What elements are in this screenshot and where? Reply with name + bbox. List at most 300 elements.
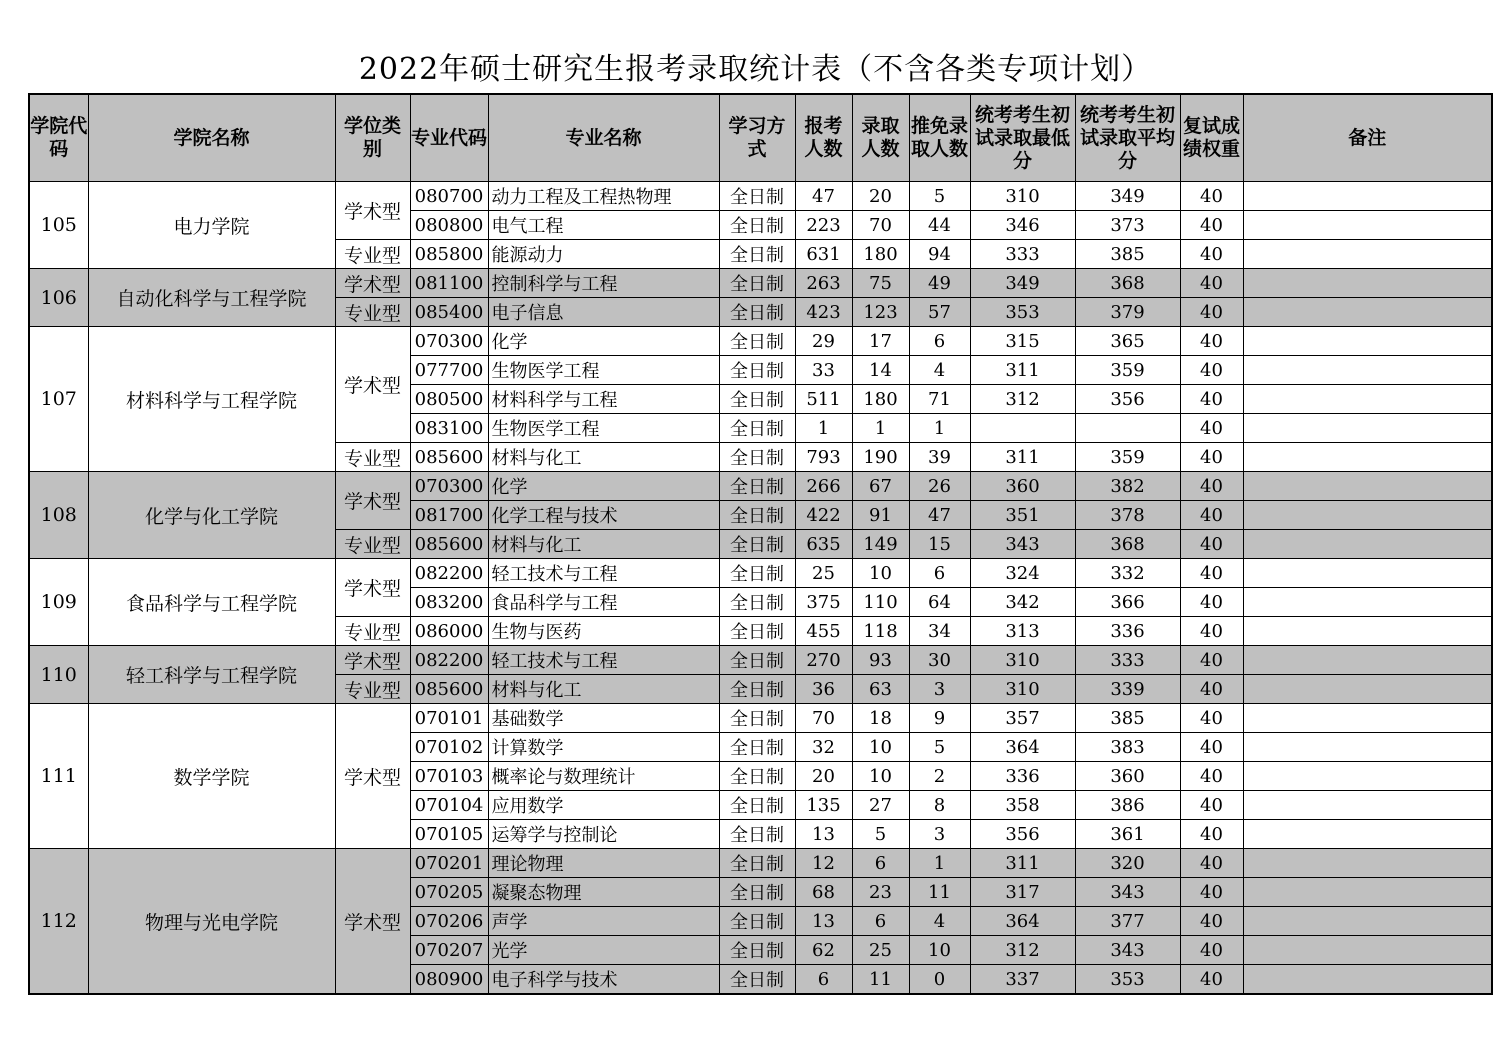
min-score-cell: 333: [970, 240, 1075, 269]
remark-cell: [1243, 211, 1492, 240]
applicants-cell: 263: [795, 269, 852, 298]
remark-cell: [1243, 356, 1492, 385]
remark-cell: [1243, 530, 1492, 559]
avg-score-cell: 386: [1075, 791, 1180, 820]
admitted-cell: 180: [852, 385, 909, 414]
header-study-mode: 学习方式: [719, 94, 795, 182]
min-score-cell: 342: [970, 588, 1075, 617]
college-code-cell: 105: [29, 182, 88, 269]
major-name-cell: 生物与医药: [488, 617, 719, 646]
admitted-cell: 91: [852, 501, 909, 530]
retest-weight-cell: 40: [1180, 182, 1243, 211]
major-code-cell: 080700: [410, 182, 488, 211]
major-code-cell: 083100: [410, 414, 488, 443]
avg-score-cell: 333: [1075, 646, 1180, 675]
applicants-cell: 455: [795, 617, 852, 646]
study-mode-cell: 全日制: [719, 211, 795, 240]
applicants-cell: 6: [795, 965, 852, 995]
major-name-cell: 食品科学与工程: [488, 588, 719, 617]
remark-cell: [1243, 849, 1492, 878]
retest-weight-cell: 40: [1180, 443, 1243, 472]
min-score-cell: 312: [970, 936, 1075, 965]
applicants-cell: 25: [795, 559, 852, 588]
major-name-cell: 材料与化工: [488, 530, 719, 559]
major-code-cell: 070105: [410, 820, 488, 849]
header-college-name: 学院名称: [88, 94, 335, 182]
header-admitted: 录取人数: [852, 94, 909, 182]
header-recommended: 推免录取人数: [909, 94, 970, 182]
retest-weight-cell: 40: [1180, 849, 1243, 878]
study-mode-cell: 全日制: [719, 878, 795, 907]
avg-score-cell: 368: [1075, 530, 1180, 559]
retest-weight-cell: 40: [1180, 907, 1243, 936]
major-name-cell: 控制科学与工程: [488, 269, 719, 298]
remark-cell: [1243, 327, 1492, 356]
major-name-cell: 动力工程及工程热物理: [488, 182, 719, 211]
recommended-cell: 8: [909, 791, 970, 820]
study-mode-cell: 全日制: [719, 240, 795, 269]
admitted-cell: 25: [852, 936, 909, 965]
avg-score-cell: 378: [1075, 501, 1180, 530]
remark-cell: [1243, 733, 1492, 762]
retest-weight-cell: 40: [1180, 762, 1243, 791]
major-code-cell: 085600: [410, 443, 488, 472]
min-score-cell: 349: [970, 269, 1075, 298]
study-mode-cell: 全日制: [719, 617, 795, 646]
recommended-cell: 10: [909, 936, 970, 965]
applicants-cell: 423: [795, 298, 852, 327]
applicants-cell: 47: [795, 182, 852, 211]
admitted-cell: 5: [852, 820, 909, 849]
study-mode-cell: 全日制: [719, 530, 795, 559]
remark-cell: [1243, 675, 1492, 704]
min-score-cell: 351: [970, 501, 1075, 530]
major-name-cell: 光学: [488, 936, 719, 965]
applicants-cell: 32: [795, 733, 852, 762]
college-code-cell: 106: [29, 269, 88, 327]
major-name-cell: 运筹学与控制论: [488, 820, 719, 849]
recommended-cell: 5: [909, 733, 970, 762]
applicants-cell: 70: [795, 704, 852, 733]
degree-type-cell: 学术型: [335, 849, 410, 995]
admitted-cell: 123: [852, 298, 909, 327]
major-code-cell: 085600: [410, 530, 488, 559]
remark-cell: [1243, 182, 1492, 211]
retest-weight-cell: 40: [1180, 588, 1243, 617]
major-name-cell: 理论物理: [488, 849, 719, 878]
remark-cell: [1243, 588, 1492, 617]
applicants-cell: 1: [795, 414, 852, 443]
study-mode-cell: 全日制: [719, 646, 795, 675]
major-name-cell: 电子信息: [488, 298, 719, 327]
recommended-cell: 11: [909, 878, 970, 907]
avg-score-cell: 383: [1075, 733, 1180, 762]
study-mode-cell: 全日制: [719, 298, 795, 327]
college-code-cell: 107: [29, 327, 88, 472]
applicants-cell: 68: [795, 878, 852, 907]
retest-weight-cell: 40: [1180, 675, 1243, 704]
major-name-cell: 化学工程与技术: [488, 501, 719, 530]
recommended-cell: 64: [909, 588, 970, 617]
remark-cell: [1243, 907, 1492, 936]
recommended-cell: 39: [909, 443, 970, 472]
retest-weight-cell: 40: [1180, 356, 1243, 385]
major-code-cell: 070300: [410, 472, 488, 501]
admitted-cell: 118: [852, 617, 909, 646]
degree-type-cell: 学术型: [335, 559, 410, 617]
admitted-cell: 17: [852, 327, 909, 356]
remark-cell: [1243, 414, 1492, 443]
college-name-cell: 轻工科学与工程学院: [88, 646, 335, 704]
study-mode-cell: 全日制: [719, 936, 795, 965]
admitted-cell: 63: [852, 675, 909, 704]
avg-score-cell: 385: [1075, 704, 1180, 733]
retest-weight-cell: 40: [1180, 617, 1243, 646]
avg-score-cell: 368: [1075, 269, 1180, 298]
min-score-cell: 360: [970, 472, 1075, 501]
admitted-cell: 110: [852, 588, 909, 617]
college-name-cell: 化学与化工学院: [88, 472, 335, 559]
retest-weight-cell: 40: [1180, 965, 1243, 995]
college-code-cell: 112: [29, 849, 88, 995]
retest-weight-cell: 40: [1180, 791, 1243, 820]
major-code-cell: 070104: [410, 791, 488, 820]
major-code-cell: 070102: [410, 733, 488, 762]
admitted-cell: 75: [852, 269, 909, 298]
college-name-cell: 数学学院: [88, 704, 335, 849]
major-name-cell: 能源动力: [488, 240, 719, 269]
admitted-cell: 11: [852, 965, 909, 995]
applicants-cell: 20: [795, 762, 852, 791]
recommended-cell: 4: [909, 907, 970, 936]
study-mode-cell: 全日制: [719, 820, 795, 849]
applicants-cell: 375: [795, 588, 852, 617]
major-name-cell: 计算数学: [488, 733, 719, 762]
applicants-cell: 511: [795, 385, 852, 414]
avg-score-cell: 366: [1075, 588, 1180, 617]
min-score-cell: 310: [970, 182, 1075, 211]
applicants-cell: 223: [795, 211, 852, 240]
major-code-cell: 070206: [410, 907, 488, 936]
retest-weight-cell: 40: [1180, 269, 1243, 298]
table-row: [29, 559, 1492, 588]
header-applicants: 报考人数: [795, 94, 852, 182]
degree-type-cell: 专业型: [335, 240, 410, 269]
recommended-cell: 94: [909, 240, 970, 269]
admitted-cell: 1: [852, 414, 909, 443]
major-code-cell: 070101: [410, 704, 488, 733]
page-title: 2022年硕士研究生报考录取统计表（不含各类专项计划）: [358, 52, 1153, 87]
header-remarks: 备注: [1243, 94, 1492, 182]
table-row: [29, 646, 1492, 675]
admitted-cell: 10: [852, 733, 909, 762]
recommended-cell: 26: [909, 472, 970, 501]
college-code-cell: 109: [29, 559, 88, 646]
degree-type-cell: 学术型: [335, 269, 410, 298]
table-row: [29, 182, 1492, 211]
major-code-cell: 081700: [410, 501, 488, 530]
study-mode-cell: 全日制: [719, 182, 795, 211]
degree-type-cell: 专业型: [335, 443, 410, 472]
major-code-cell: 077700: [410, 356, 488, 385]
recommended-cell: 6: [909, 559, 970, 588]
major-name-cell: 概率论与数理统计: [488, 762, 719, 791]
retest-weight-cell: 40: [1180, 327, 1243, 356]
remark-cell: [1243, 704, 1492, 733]
min-score-cell: 353: [970, 298, 1075, 327]
table-row: [29, 472, 1492, 501]
recommended-cell: 2: [909, 762, 970, 791]
admission-table: [28, 93, 1493, 995]
study-mode-cell: 全日制: [719, 356, 795, 385]
header-major-code: 专业代码: [410, 94, 488, 182]
avg-score-cell: 353: [1075, 965, 1180, 995]
applicants-cell: 635: [795, 530, 852, 559]
study-mode-cell: 全日制: [719, 791, 795, 820]
remark-cell: [1243, 936, 1492, 965]
major-name-cell: 声学: [488, 907, 719, 936]
study-mode-cell: 全日制: [719, 385, 795, 414]
applicants-cell: 36: [795, 675, 852, 704]
retest-weight-cell: 40: [1180, 211, 1243, 240]
admitted-cell: 149: [852, 530, 909, 559]
retest-weight-cell: 40: [1180, 820, 1243, 849]
applicants-cell: 12: [795, 849, 852, 878]
admitted-cell: 20: [852, 182, 909, 211]
recommended-cell: 34: [909, 617, 970, 646]
major-name-cell: 基础数学: [488, 704, 719, 733]
min-score-cell: 324: [970, 559, 1075, 588]
major-name-cell: 材料与化工: [488, 675, 719, 704]
study-mode-cell: 全日制: [719, 907, 795, 936]
retest-weight-cell: 40: [1180, 704, 1243, 733]
recommended-cell: 3: [909, 675, 970, 704]
recommended-cell: 30: [909, 646, 970, 675]
admitted-cell: 93: [852, 646, 909, 675]
study-mode-cell: 全日制: [719, 675, 795, 704]
avg-score-cell: 373: [1075, 211, 1180, 240]
college-name-cell: 材料科学与工程学院: [88, 327, 335, 472]
admitted-cell: 70: [852, 211, 909, 240]
header-row: [29, 94, 1492, 182]
recommended-cell: 47: [909, 501, 970, 530]
recommended-cell: 3: [909, 820, 970, 849]
applicants-cell: 13: [795, 907, 852, 936]
min-score-cell: 364: [970, 733, 1075, 762]
recommended-cell: 6: [909, 327, 970, 356]
major-code-cell: 082200: [410, 646, 488, 675]
header-degree-type: 学位类别: [335, 94, 410, 182]
admitted-cell: 23: [852, 878, 909, 907]
applicants-cell: 33: [795, 356, 852, 385]
avg-score-cell: 359: [1075, 356, 1180, 385]
recommended-cell: 49: [909, 269, 970, 298]
admitted-cell: 180: [852, 240, 909, 269]
major-code-cell: 070205: [410, 878, 488, 907]
remark-cell: [1243, 269, 1492, 298]
applicants-cell: 135: [795, 791, 852, 820]
avg-score-cell: 382: [1075, 472, 1180, 501]
major-name-cell: 电气工程: [488, 211, 719, 240]
remark-cell: [1243, 559, 1492, 588]
avg-score-cell: 359: [1075, 443, 1180, 472]
major-code-cell: 080900: [410, 965, 488, 995]
degree-type-cell: 学术型: [335, 646, 410, 675]
retest-weight-cell: 40: [1180, 501, 1243, 530]
admitted-cell: 10: [852, 762, 909, 791]
study-mode-cell: 全日制: [719, 472, 795, 501]
degree-type-cell: 学术型: [335, 472, 410, 530]
major-code-cell: 080800: [410, 211, 488, 240]
major-name-cell: 应用数学: [488, 791, 719, 820]
min-score-cell: 356: [970, 820, 1075, 849]
college-code-cell: 111: [29, 704, 88, 849]
min-score-cell: 337: [970, 965, 1075, 995]
college-name-cell: 物理与光电学院: [88, 849, 335, 995]
min-score-cell: 343: [970, 530, 1075, 559]
admitted-cell: 6: [852, 907, 909, 936]
study-mode-cell: 全日制: [719, 965, 795, 995]
degree-type-cell: 专业型: [335, 617, 410, 646]
header-retest-weight: 复试成绩权重: [1180, 94, 1243, 182]
major-name-cell: 电子科学与技术: [488, 965, 719, 995]
recommended-cell: 15: [909, 530, 970, 559]
study-mode-cell: 全日制: [719, 501, 795, 530]
major-code-cell: 070300: [410, 327, 488, 356]
major-name-cell: 凝聚态物理: [488, 878, 719, 907]
avg-score-cell: 343: [1075, 936, 1180, 965]
retest-weight-cell: 40: [1180, 298, 1243, 327]
table-row: [29, 849, 1492, 878]
avg-score-cell: 361: [1075, 820, 1180, 849]
remark-cell: [1243, 820, 1492, 849]
degree-type-cell: 专业型: [335, 675, 410, 704]
admitted-cell: 6: [852, 849, 909, 878]
degree-type-cell: 学术型: [335, 327, 410, 443]
recommended-cell: 0: [909, 965, 970, 995]
study-mode-cell: 全日制: [719, 849, 795, 878]
min-score-cell: 310: [970, 675, 1075, 704]
avg-score-cell: 339: [1075, 675, 1180, 704]
college-code-cell: 110: [29, 646, 88, 704]
avg-score-cell: 336: [1075, 617, 1180, 646]
min-score-cell: 312: [970, 385, 1075, 414]
avg-score-cell: 365: [1075, 327, 1180, 356]
header-major-name: 专业名称: [488, 94, 719, 182]
admitted-cell: 10: [852, 559, 909, 588]
major-code-cell: 085400: [410, 298, 488, 327]
degree-type-cell: 学术型: [335, 182, 410, 240]
major-code-cell: 083200: [410, 588, 488, 617]
min-score-cell: 358: [970, 791, 1075, 820]
recommended-cell: 1: [909, 849, 970, 878]
major-name-cell: 材料科学与工程: [488, 385, 719, 414]
major-name-cell: 生物医学工程: [488, 414, 719, 443]
major-code-cell: 085800: [410, 240, 488, 269]
study-mode-cell: 全日制: [719, 559, 795, 588]
remark-cell: [1243, 501, 1492, 530]
major-code-cell: 070207: [410, 936, 488, 965]
avg-score-cell: 349: [1075, 182, 1180, 211]
major-code-cell: 081100: [410, 269, 488, 298]
remark-cell: [1243, 298, 1492, 327]
header-avg-score: 统考考生初试录取平均分: [1075, 94, 1180, 182]
admitted-cell: 18: [852, 704, 909, 733]
remark-cell: [1243, 240, 1492, 269]
retest-weight-cell: 40: [1180, 385, 1243, 414]
study-mode-cell: 全日制: [719, 327, 795, 356]
admitted-cell: 14: [852, 356, 909, 385]
retest-weight-cell: 40: [1180, 472, 1243, 501]
header-college-code: 学院代码: [29, 94, 88, 182]
min-score-cell: 336: [970, 762, 1075, 791]
admitted-cell: 27: [852, 791, 909, 820]
remark-cell: [1243, 385, 1492, 414]
recommended-cell: 44: [909, 211, 970, 240]
degree-type-cell: 专业型: [335, 298, 410, 327]
major-name-cell: 轻工技术与工程: [488, 646, 719, 675]
min-score-cell: 364: [970, 907, 1075, 936]
table-row: [29, 327, 1492, 356]
major-name-cell: 生物医学工程: [488, 356, 719, 385]
remark-cell: [1243, 646, 1492, 675]
study-mode-cell: 全日制: [719, 588, 795, 617]
applicants-cell: 631: [795, 240, 852, 269]
remark-cell: [1243, 791, 1492, 820]
study-mode-cell: 全日制: [719, 762, 795, 791]
min-score-cell: [970, 414, 1075, 443]
remark-cell: [1243, 443, 1492, 472]
remark-cell: [1243, 472, 1492, 501]
min-score-cell: 311: [970, 849, 1075, 878]
college-name-cell: 食品科学与工程学院: [88, 559, 335, 646]
recommended-cell: 57: [909, 298, 970, 327]
header-min-score: 统考考生初试录取最低分: [970, 94, 1075, 182]
avg-score-cell: 320: [1075, 849, 1180, 878]
min-score-cell: 357: [970, 704, 1075, 733]
major-code-cell: 086000: [410, 617, 488, 646]
degree-type-cell: 专业型: [335, 530, 410, 559]
remark-cell: [1243, 762, 1492, 791]
retest-weight-cell: 40: [1180, 240, 1243, 269]
min-score-cell: 310: [970, 646, 1075, 675]
degree-type-cell: 学术型: [335, 704, 410, 849]
major-code-cell: 070103: [410, 762, 488, 791]
major-code-cell: 085600: [410, 675, 488, 704]
retest-weight-cell: 40: [1180, 530, 1243, 559]
remark-cell: [1243, 965, 1492, 995]
avg-score-cell: 379: [1075, 298, 1180, 327]
admitted-cell: 190: [852, 443, 909, 472]
retest-weight-cell: 40: [1180, 733, 1243, 762]
retest-weight-cell: 40: [1180, 646, 1243, 675]
major-name-cell: 材料与化工: [488, 443, 719, 472]
applicants-cell: 266: [795, 472, 852, 501]
min-score-cell: 346: [970, 211, 1075, 240]
remark-cell: [1243, 878, 1492, 907]
major-name-cell: 轻工技术与工程: [488, 559, 719, 588]
recommended-cell: 9: [909, 704, 970, 733]
table-body: [29, 182, 1492, 995]
retest-weight-cell: 40: [1180, 559, 1243, 588]
college-name-cell: 电力学院: [88, 182, 335, 269]
applicants-cell: 270: [795, 646, 852, 675]
applicants-cell: 29: [795, 327, 852, 356]
major-code-cell: 080500: [410, 385, 488, 414]
study-mode-cell: 全日制: [719, 269, 795, 298]
retest-weight-cell: 40: [1180, 414, 1243, 443]
avg-score-cell: 360: [1075, 762, 1180, 791]
